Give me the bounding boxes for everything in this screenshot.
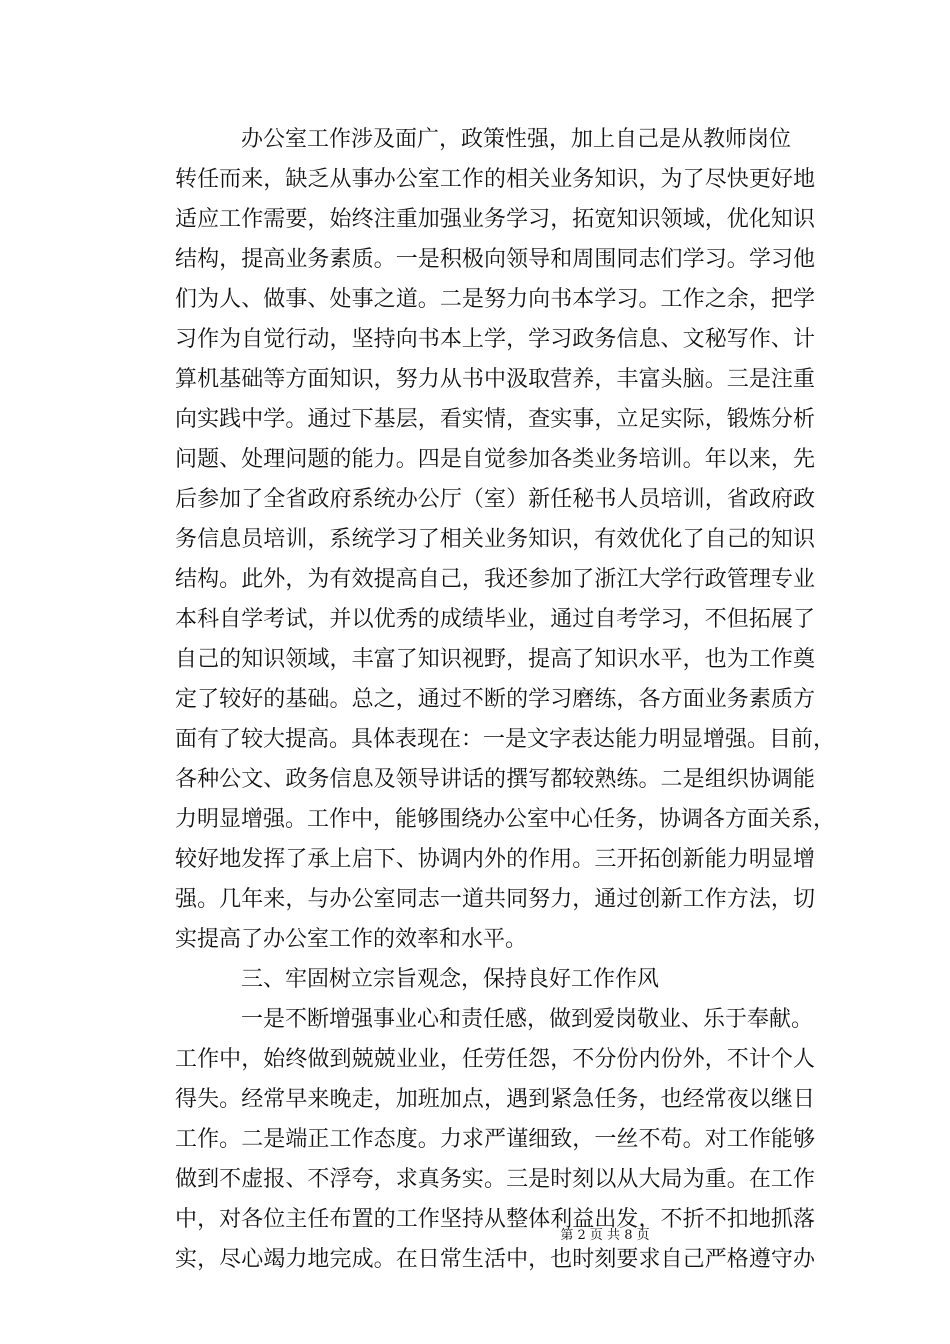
text-line: 算机基础等方面知识，努力从书中汲取营养，丰富头脑。三是注重	[175, 367, 815, 392]
text-line: 习作为自觉行动，坚持向书本上学，学习政务信息、文秘写作、计	[175, 327, 815, 352]
text-line: 强。几年来，与办公室同志一道共同努力，通过创新工作方法，切	[175, 887, 815, 912]
text-line: 结构，提高业务素质。一是积极向领导和周围同志们学习。学习他	[175, 247, 815, 272]
text-line: 做到不虚报、不浮夸，求真务实。三是时刻以从大局为重。在工作	[175, 1167, 815, 1192]
text-line: 较好地发挥了承上启下、协调内外的作用。三开拓创新能力明显增	[175, 847, 815, 872]
text-line: 得失。经常早来晚走，加班加点，遇到紧急任务，也经常夜以继日	[175, 1087, 815, 1112]
text-line: 本科自学考试，并以优秀的成绩毕业，通过自考学习，不但拓展了	[175, 607, 815, 632]
text-line: 实提高了办公室工作的效率和水平。	[175, 927, 528, 952]
text-line: 定了较好的基础。总之，通过不断的学习磨练，各方面业务素质方	[175, 687, 815, 712]
text-line: 办公室工作涉及面广，政策性强，加上自己是从教师岗位	[241, 127, 792, 152]
text-line: 工作中，始终做到兢兢业业，任劳任怨，不分份内份外，不计个人	[175, 1047, 815, 1072]
text-line: 一是不断增强事业心和责任感，做到爱岗敬业、乐于奉献。	[241, 1007, 814, 1032]
text-line: 后参加了全省政府系统办公厅（室）新任秘书人员培训，省政府政	[175, 487, 815, 512]
text-line: 务信息员培训，系统学习了相关业务知识，有效优化了自己的知识	[175, 527, 815, 552]
text-line: 问题、处理问题的能力。四是自觉参加各类业务培训。年以来，先	[175, 447, 815, 472]
text-line: 转任而来，缺乏从事办公室工作的相关业务知识，为了尽快更好地	[175, 167, 815, 192]
text-line: 们为人、做事、处事之道。二是努力向书本学习。工作之余，把学	[175, 287, 815, 312]
section-heading: 三、牢固树立宗旨观念，保持良好工作作风	[241, 967, 660, 992]
text-line: 工作。二是端正工作态度。力求严谨细致，一丝不苟。对工作能够	[175, 1127, 815, 1152]
text-line: 力明显增强。工作中，能够围绕办公室中心任务，协调各方面关系，	[175, 807, 836, 832]
text-line: 向实践中学。通过下基层，看实情，查实事，立足实际，锻炼分析	[175, 407, 815, 432]
text-line: 面有了较大提高。具体表现在：一是文字表达能力明显增强。目前，	[175, 727, 836, 752]
text-line: 实，尽心竭力地完成。在日常生活中，也时刻要求自己严格遵守办	[175, 1247, 815, 1272]
text-line: 自己的知识领域，丰富了知识视野，提高了知识水平，也为工作奠	[175, 647, 815, 672]
text-line: 适应工作需要，始终注重加强业务学习，拓宽知识领域，优化知识	[175, 207, 815, 232]
text-line: 结构。此外，为有效提高自己，我还参加了浙江大学行政管理专业	[175, 567, 815, 592]
document-body	[175, 120, 836, 1280]
text-line: 中，对各位主任布置的工作坚持从整体利益出发，不折不扣地抓落	[175, 1207, 815, 1232]
text-line: 各种公文、政务信息及领导讲话的撰写都较熟练。二是组织协调能	[175, 767, 815, 792]
page-number-footer: 第 2 页 共 8 页	[560, 1228, 650, 1243]
